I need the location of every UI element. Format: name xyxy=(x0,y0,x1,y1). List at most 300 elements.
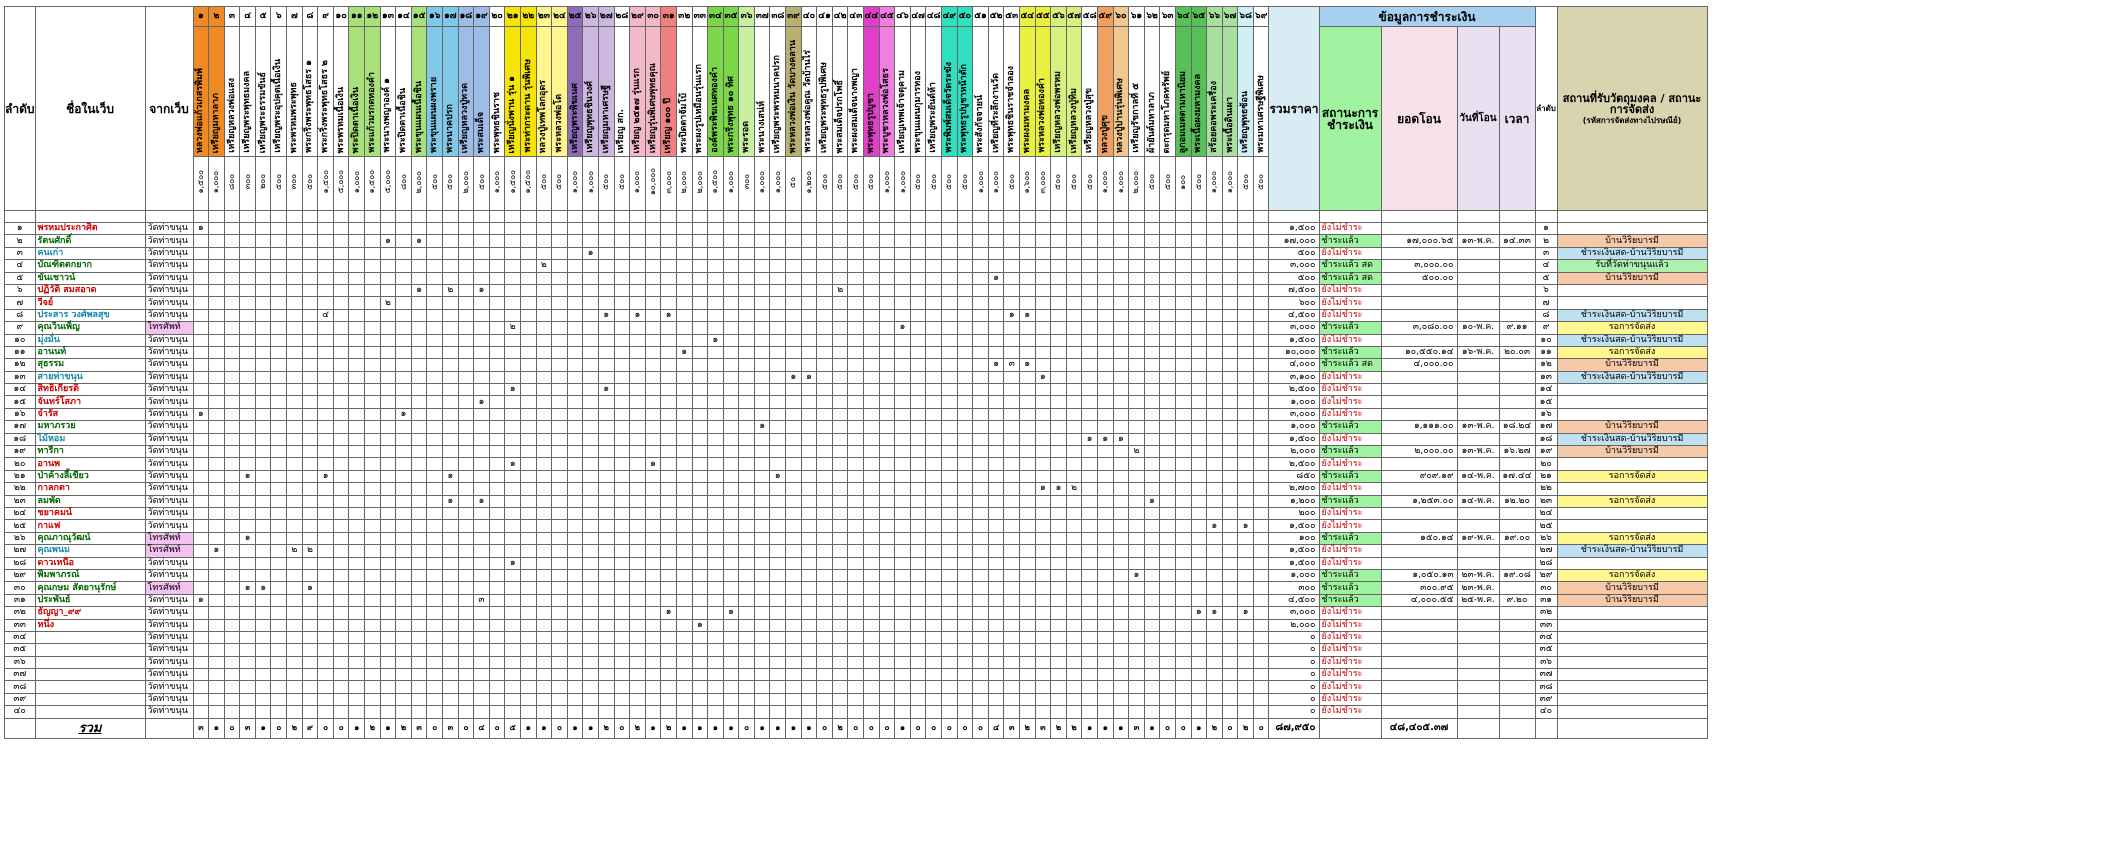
qty-cell[interactable] xyxy=(287,334,303,346)
qty-cell[interactable] xyxy=(224,594,240,606)
qty-cell[interactable] xyxy=(318,260,334,272)
qty-cell[interactable] xyxy=(1191,247,1207,259)
qty-cell[interactable] xyxy=(365,569,381,581)
qty-cell[interactable] xyxy=(739,532,755,544)
qty-cell[interactable] xyxy=(474,483,490,495)
qty-cell[interactable] xyxy=(864,607,880,619)
qty-cell[interactable] xyxy=(1222,483,1238,495)
qty-cell[interactable] xyxy=(333,322,349,334)
qty-cell[interactable] xyxy=(536,607,552,619)
qty-cell[interactable] xyxy=(489,507,505,519)
qty-cell[interactable] xyxy=(926,545,942,557)
delivery-status[interactable] xyxy=(1557,681,1707,693)
qty-cell[interactable] xyxy=(1129,433,1145,445)
qty-cell[interactable] xyxy=(271,235,287,247)
qty-cell[interactable] xyxy=(926,483,942,495)
qty-cell[interactable] xyxy=(910,346,926,358)
qty-cell[interactable] xyxy=(505,607,521,619)
qty-cell[interactable] xyxy=(333,644,349,656)
qty-cell[interactable] xyxy=(988,681,1004,693)
qty-cell[interactable] xyxy=(692,433,708,445)
qty-cell[interactable] xyxy=(209,569,225,581)
qty-cell[interactable] xyxy=(1082,681,1098,693)
qty-cell[interactable] xyxy=(536,545,552,557)
qty-cell[interactable] xyxy=(318,384,334,396)
qty-cell[interactable] xyxy=(645,346,661,358)
qty-cell[interactable] xyxy=(723,235,739,247)
qty-cell[interactable]: ๑ xyxy=(505,458,521,470)
qty-cell[interactable] xyxy=(895,260,911,272)
qty-cell[interactable] xyxy=(224,396,240,408)
qty-cell[interactable] xyxy=(645,582,661,594)
qty-cell[interactable] xyxy=(318,681,334,693)
qty-cell[interactable] xyxy=(1082,235,1098,247)
qty-cell[interactable] xyxy=(988,223,1004,235)
pay-status[interactable]: ชำระแล้ว xyxy=(1319,594,1381,606)
qty-cell[interactable] xyxy=(832,569,848,581)
qty-cell[interactable] xyxy=(271,408,287,420)
pay-status[interactable]: ยังไม่ชำระ xyxy=(1319,223,1381,235)
qty-cell[interactable] xyxy=(271,483,287,495)
qty-cell[interactable] xyxy=(567,483,583,495)
qty-cell[interactable] xyxy=(396,607,412,619)
qty-cell[interactable] xyxy=(1051,223,1067,235)
qty-cell[interactable] xyxy=(380,284,396,296)
qty-cell[interactable] xyxy=(801,495,817,507)
qty-cell[interactable] xyxy=(333,681,349,693)
qty-cell[interactable] xyxy=(614,396,630,408)
qty-cell[interactable] xyxy=(380,223,396,235)
qty-cell[interactable] xyxy=(1051,235,1067,247)
qty-cell[interactable] xyxy=(1222,495,1238,507)
qty-cell[interactable] xyxy=(692,706,708,718)
qty-cell[interactable] xyxy=(255,483,271,495)
qty-cell[interactable] xyxy=(1238,483,1254,495)
qty-cell[interactable] xyxy=(1160,557,1176,569)
qty-cell[interactable] xyxy=(1113,470,1129,482)
qty-cell[interactable] xyxy=(427,408,443,420)
qty-cell[interactable] xyxy=(552,359,568,371)
qty-cell[interactable] xyxy=(661,458,677,470)
qty-cell[interactable] xyxy=(1175,470,1191,482)
qty-cell[interactable] xyxy=(676,681,692,693)
qty-cell[interactable] xyxy=(209,681,225,693)
qty-cell[interactable] xyxy=(396,384,412,396)
qty-cell[interactable] xyxy=(957,681,973,693)
qty-cell[interactable] xyxy=(1144,669,1160,681)
qty-cell[interactable] xyxy=(708,247,724,259)
qty-cell[interactable] xyxy=(489,247,505,259)
qty-cell[interactable] xyxy=(1004,545,1020,557)
qty-cell[interactable] xyxy=(1051,582,1067,594)
qty-cell[interactable] xyxy=(910,619,926,631)
qty-cell[interactable] xyxy=(661,223,677,235)
qty-cell[interactable] xyxy=(1160,247,1176,259)
qty-cell[interactable] xyxy=(411,557,427,569)
qty-cell[interactable] xyxy=(910,247,926,259)
qty-cell[interactable] xyxy=(224,408,240,420)
qty-cell[interactable] xyxy=(489,334,505,346)
delivery-status[interactable] xyxy=(1557,631,1707,643)
qty-cell[interactable] xyxy=(1222,260,1238,272)
qty-cell[interactable] xyxy=(349,309,365,321)
qty-cell[interactable] xyxy=(1129,334,1145,346)
qty-cell[interactable] xyxy=(333,260,349,272)
qty-cell[interactable] xyxy=(754,582,770,594)
qty-cell[interactable] xyxy=(411,421,427,433)
qty-cell[interactable] xyxy=(910,359,926,371)
qty-cell[interactable] xyxy=(255,384,271,396)
qty-cell[interactable] xyxy=(224,359,240,371)
qty-cell[interactable] xyxy=(1019,346,1035,358)
qty-cell[interactable] xyxy=(209,582,225,594)
qty-cell[interactable] xyxy=(1175,359,1191,371)
qty-cell[interactable] xyxy=(910,334,926,346)
qty-cell[interactable] xyxy=(864,656,880,668)
qty-cell[interactable] xyxy=(240,260,256,272)
qty-cell[interactable] xyxy=(380,507,396,519)
delivery-status[interactable]: รอการจัดส่ง xyxy=(1557,346,1707,358)
qty-cell[interactable] xyxy=(1160,322,1176,334)
qty-cell[interactable] xyxy=(723,334,739,346)
qty-cell[interactable] xyxy=(1144,706,1160,718)
qty-cell[interactable] xyxy=(770,582,786,594)
qty-cell[interactable] xyxy=(427,322,443,334)
qty-cell[interactable] xyxy=(661,706,677,718)
qty-cell[interactable] xyxy=(864,247,880,259)
qty-cell[interactable] xyxy=(910,569,926,581)
qty-cell[interactable] xyxy=(754,669,770,681)
qty-cell[interactable] xyxy=(832,545,848,557)
qty-cell[interactable] xyxy=(942,433,958,445)
qty-cell[interactable] xyxy=(676,446,692,458)
qty-cell[interactable] xyxy=(786,247,802,259)
qty-cell[interactable] xyxy=(1191,458,1207,470)
qty-cell[interactable] xyxy=(583,631,599,643)
delivery-status[interactable] xyxy=(1557,557,1707,569)
qty-cell[interactable] xyxy=(396,693,412,705)
qty-cell[interactable] xyxy=(1113,346,1129,358)
qty-cell[interactable] xyxy=(255,371,271,383)
qty-cell[interactable] xyxy=(864,359,880,371)
qty-cell[interactable] xyxy=(895,297,911,309)
qty-cell[interactable] xyxy=(973,309,989,321)
qty-cell[interactable] xyxy=(645,433,661,445)
qty-cell[interactable] xyxy=(1160,284,1176,296)
qty-cell[interactable] xyxy=(224,346,240,358)
qty-cell[interactable] xyxy=(973,359,989,371)
qty-cell[interactable] xyxy=(926,297,942,309)
qty-cell[interactable] xyxy=(801,669,817,681)
qty-cell[interactable] xyxy=(1051,384,1067,396)
qty-cell[interactable] xyxy=(879,483,895,495)
qty-cell[interactable] xyxy=(988,495,1004,507)
qty-cell[interactable] xyxy=(209,619,225,631)
qty-cell[interactable] xyxy=(630,433,646,445)
qty-cell[interactable] xyxy=(1097,322,1113,334)
qty-cell[interactable] xyxy=(520,619,536,631)
qty-cell[interactable] xyxy=(1222,569,1238,581)
delivery-status[interactable] xyxy=(1557,607,1707,619)
qty-cell[interactable] xyxy=(536,656,552,668)
qty-cell[interactable] xyxy=(193,334,209,346)
qty-cell[interactable] xyxy=(1191,495,1207,507)
qty-cell[interactable]: ๑ xyxy=(302,582,318,594)
qty-cell[interactable] xyxy=(365,706,381,718)
qty-cell[interactable] xyxy=(1222,470,1238,482)
qty-cell[interactable] xyxy=(614,545,630,557)
qty-cell[interactable] xyxy=(1066,495,1082,507)
qty-cell[interactable] xyxy=(848,483,864,495)
qty-cell[interactable] xyxy=(1175,569,1191,581)
qty-cell[interactable] xyxy=(1222,458,1238,470)
qty-cell[interactable] xyxy=(365,346,381,358)
qty-cell[interactable] xyxy=(832,309,848,321)
qty-cell[interactable] xyxy=(770,495,786,507)
qty-cell[interactable] xyxy=(630,458,646,470)
pay-status[interactable]: ยังไม่ชำระ xyxy=(1319,408,1381,420)
qty-cell[interactable] xyxy=(302,408,318,420)
qty-cell[interactable] xyxy=(864,421,880,433)
qty-cell[interactable] xyxy=(1191,619,1207,631)
qty-cell[interactable] xyxy=(817,582,833,594)
qty-cell[interactable] xyxy=(1035,569,1051,581)
qty-cell[interactable] xyxy=(1129,594,1145,606)
qty-cell[interactable] xyxy=(1238,433,1254,445)
qty-cell[interactable] xyxy=(1129,644,1145,656)
qty-cell[interactable] xyxy=(754,359,770,371)
qty-cell[interactable] xyxy=(1113,693,1129,705)
qty-cell[interactable] xyxy=(957,507,973,519)
qty-cell[interactable] xyxy=(723,272,739,284)
qty-cell[interactable] xyxy=(474,619,490,631)
qty-cell[interactable] xyxy=(957,309,973,321)
qty-cell[interactable] xyxy=(645,545,661,557)
qty-cell[interactable] xyxy=(1051,272,1067,284)
row-name[interactable]: ประสาร วงศ์พลสุข xyxy=(35,309,145,321)
qty-cell[interactable] xyxy=(614,458,630,470)
qty-cell[interactable] xyxy=(427,359,443,371)
qty-cell[interactable] xyxy=(1191,284,1207,296)
qty-cell[interactable] xyxy=(443,619,459,631)
qty-cell[interactable] xyxy=(1113,247,1129,259)
qty-cell[interactable] xyxy=(801,346,817,358)
pay-status[interactable]: ยังไม่ชำระ xyxy=(1319,681,1381,693)
qty-cell[interactable] xyxy=(895,334,911,346)
qty-cell[interactable] xyxy=(209,669,225,681)
qty-cell[interactable] xyxy=(255,569,271,581)
qty-cell[interactable] xyxy=(910,421,926,433)
qty-cell[interactable] xyxy=(318,669,334,681)
qty-cell[interactable] xyxy=(552,458,568,470)
qty-cell[interactable] xyxy=(209,693,225,705)
qty-cell[interactable] xyxy=(1113,334,1129,346)
qty-cell[interactable] xyxy=(474,532,490,544)
qty-cell[interactable] xyxy=(1207,297,1223,309)
delivery-status[interactable] xyxy=(1557,693,1707,705)
qty-cell[interactable] xyxy=(1175,408,1191,420)
qty-cell[interactable] xyxy=(349,223,365,235)
qty-cell[interactable] xyxy=(879,631,895,643)
qty-cell[interactable] xyxy=(1113,458,1129,470)
qty-cell[interactable] xyxy=(1082,607,1098,619)
qty-cell[interactable] xyxy=(255,681,271,693)
qty-cell[interactable] xyxy=(427,681,443,693)
qty-cell[interactable] xyxy=(536,235,552,247)
qty-cell[interactable] xyxy=(1097,582,1113,594)
qty-cell[interactable] xyxy=(1129,693,1145,705)
qty-cell[interactable] xyxy=(520,322,536,334)
qty-cell[interactable] xyxy=(318,371,334,383)
qty-cell[interactable] xyxy=(318,619,334,631)
qty-cell[interactable] xyxy=(333,507,349,519)
qty-cell[interactable] xyxy=(302,384,318,396)
qty-cell[interactable] xyxy=(1207,309,1223,321)
qty-cell[interactable] xyxy=(567,223,583,235)
qty-cell[interactable] xyxy=(365,656,381,668)
qty-cell[interactable] xyxy=(879,421,895,433)
qty-cell[interactable] xyxy=(895,446,911,458)
qty-cell[interactable] xyxy=(1066,619,1082,631)
qty-cell[interactable] xyxy=(474,371,490,383)
row-name[interactable]: บัณฑิตตกยาก xyxy=(35,260,145,272)
qty-cell[interactable] xyxy=(1129,396,1145,408)
qty-cell[interactable] xyxy=(754,483,770,495)
qty-cell[interactable] xyxy=(349,520,365,532)
qty-cell[interactable] xyxy=(1082,322,1098,334)
qty-cell[interactable] xyxy=(302,644,318,656)
qty-cell[interactable] xyxy=(895,582,911,594)
qty-cell[interactable] xyxy=(770,557,786,569)
qty-cell[interactable] xyxy=(536,669,552,681)
qty-cell[interactable] xyxy=(910,408,926,420)
qty-cell[interactable]: ๑ xyxy=(1097,433,1113,445)
qty-cell[interactable] xyxy=(1066,272,1082,284)
qty-cell[interactable] xyxy=(817,607,833,619)
qty-cell[interactable] xyxy=(209,607,225,619)
qty-cell[interactable] xyxy=(458,507,474,519)
qty-cell[interactable] xyxy=(754,446,770,458)
qty-cell[interactable] xyxy=(598,693,614,705)
qty-cell[interactable] xyxy=(926,507,942,519)
qty-cell[interactable] xyxy=(910,322,926,334)
qty-cell[interactable] xyxy=(630,446,646,458)
delivery-status[interactable] xyxy=(1557,520,1707,532)
row-name[interactable] xyxy=(35,631,145,643)
qty-cell[interactable] xyxy=(630,594,646,606)
qty-cell[interactable] xyxy=(1129,532,1145,544)
qty-cell[interactable] xyxy=(224,470,240,482)
qty-cell[interactable] xyxy=(739,681,755,693)
qty-cell[interactable] xyxy=(318,582,334,594)
qty-cell[interactable] xyxy=(1175,644,1191,656)
qty-cell[interactable] xyxy=(489,656,505,668)
qty-cell[interactable] xyxy=(240,706,256,718)
qty-cell[interactable] xyxy=(754,272,770,284)
qty-cell[interactable] xyxy=(1066,284,1082,296)
qty-cell[interactable] xyxy=(1253,520,1269,532)
qty-cell[interactable] xyxy=(583,322,599,334)
qty-cell[interactable] xyxy=(583,309,599,321)
qty-cell[interactable] xyxy=(567,284,583,296)
qty-cell[interactable] xyxy=(708,396,724,408)
qty-cell[interactable] xyxy=(365,297,381,309)
qty-cell[interactable]: ๑ xyxy=(754,421,770,433)
qty-cell[interactable] xyxy=(910,706,926,718)
qty-cell[interactable] xyxy=(240,235,256,247)
qty-cell[interactable] xyxy=(926,520,942,532)
qty-cell[interactable] xyxy=(1207,458,1223,470)
qty-cell[interactable] xyxy=(1207,408,1223,420)
qty-cell[interactable] xyxy=(193,247,209,259)
qty-cell[interactable] xyxy=(645,359,661,371)
qty-cell[interactable] xyxy=(443,396,459,408)
qty-cell[interactable]: ๓ xyxy=(474,594,490,606)
qty-cell[interactable] xyxy=(1144,235,1160,247)
qty-cell[interactable] xyxy=(1144,594,1160,606)
qty-cell[interactable] xyxy=(645,334,661,346)
qty-cell[interactable] xyxy=(942,594,958,606)
qty-cell[interactable] xyxy=(1160,408,1176,420)
qty-cell[interactable] xyxy=(801,433,817,445)
qty-cell[interactable] xyxy=(333,223,349,235)
qty-cell[interactable] xyxy=(645,631,661,643)
qty-cell[interactable] xyxy=(536,359,552,371)
qty-cell[interactable] xyxy=(708,520,724,532)
qty-cell[interactable] xyxy=(583,371,599,383)
qty-cell[interactable] xyxy=(770,247,786,259)
qty-cell[interactable] xyxy=(895,693,911,705)
qty-cell[interactable] xyxy=(1019,594,1035,606)
qty-cell[interactable] xyxy=(552,607,568,619)
qty-cell[interactable] xyxy=(302,532,318,544)
qty-cell[interactable] xyxy=(645,656,661,668)
qty-cell[interactable] xyxy=(520,371,536,383)
qty-cell[interactable] xyxy=(910,384,926,396)
qty-cell[interactable] xyxy=(365,223,381,235)
qty-cell[interactable] xyxy=(692,235,708,247)
qty-cell[interactable] xyxy=(1144,644,1160,656)
qty-cell[interactable] xyxy=(723,384,739,396)
qty-cell[interactable] xyxy=(676,247,692,259)
qty-cell[interactable] xyxy=(848,260,864,272)
qty-cell[interactable] xyxy=(318,607,334,619)
qty-cell[interactable] xyxy=(926,706,942,718)
qty-cell[interactable] xyxy=(193,669,209,681)
qty-cell[interactable] xyxy=(520,421,536,433)
qty-cell[interactable] xyxy=(832,297,848,309)
qty-cell[interactable] xyxy=(536,458,552,470)
qty-cell[interactable] xyxy=(1253,532,1269,544)
qty-cell[interactable] xyxy=(1051,681,1067,693)
qty-cell[interactable] xyxy=(692,532,708,544)
qty-cell[interactable] xyxy=(832,260,848,272)
qty-cell[interactable] xyxy=(942,272,958,284)
qty-cell[interactable] xyxy=(1097,408,1113,420)
qty-cell[interactable] xyxy=(489,557,505,569)
qty-cell[interactable] xyxy=(1097,495,1113,507)
qty-cell[interactable] xyxy=(443,371,459,383)
qty-cell[interactable] xyxy=(692,408,708,420)
qty-cell[interactable] xyxy=(1035,346,1051,358)
qty-cell[interactable] xyxy=(988,557,1004,569)
qty-cell[interactable] xyxy=(832,693,848,705)
qty-cell[interactable] xyxy=(832,607,848,619)
qty-cell[interactable] xyxy=(318,421,334,433)
qty-cell[interactable] xyxy=(1004,322,1020,334)
qty-cell[interactable] xyxy=(333,458,349,470)
qty-cell[interactable] xyxy=(754,247,770,259)
